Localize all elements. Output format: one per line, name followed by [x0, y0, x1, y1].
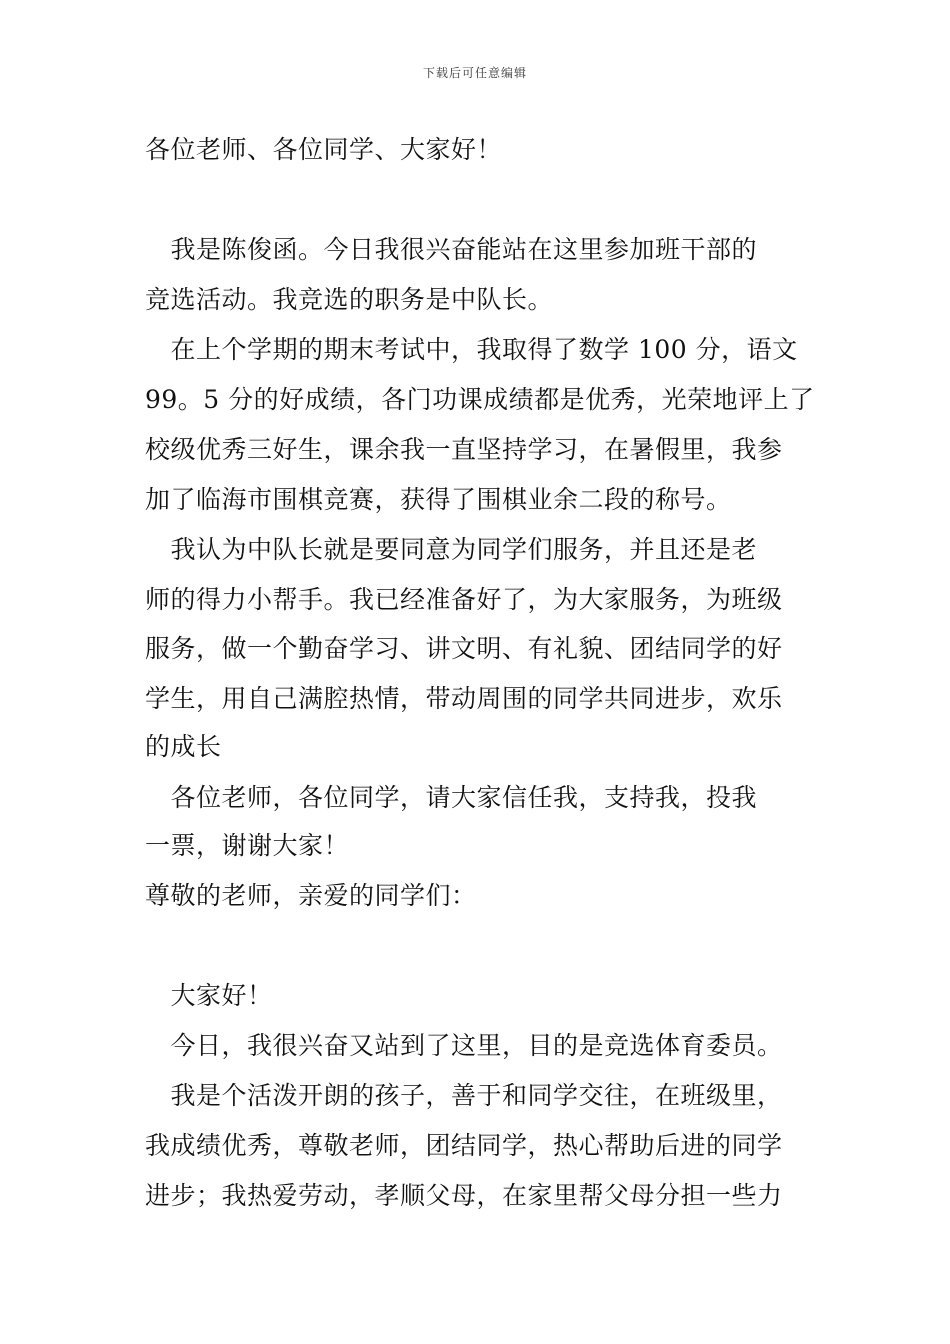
text-line: 竞选活动。我竞选的职务是中队长。	[145, 285, 554, 314]
text-line: 99。5 分的好成绩，各门功课成绩都是优秀，光荣地评上了	[145, 385, 815, 414]
text-line: 校级优秀三好生，课余我一直坚持学习，在暑假里，我参	[145, 435, 783, 464]
text-line: 服务，做一个勤奋学习、讲文明、有礼貌、团结同学的好	[145, 634, 783, 663]
text-line: 各位老师，各位同学，请大家信任我，支持我，投我	[145, 783, 758, 812]
text-line: 学生，用自己满腔热情，带动周围的同学共同进步，欢乐	[145, 684, 783, 713]
text-line: 我认为中队长就是要同意为同学们服务，并且还是老	[145, 535, 758, 564]
text-line: 尊敬的老师，亲爱的同学们：	[145, 881, 477, 910]
text-line: 今日，我很兴奋又站到了这里，目的是竞选体育委员。	[145, 1031, 783, 1060]
text-line: 一票，谢谢大家！	[145, 831, 350, 860]
text-line: 加了临海市围棋竞赛，获得了围棋业余二段的称号。	[145, 485, 732, 514]
text-line: 进步；我热爱劳动，孝顺父母，在家里帮父母分担一些力	[145, 1181, 783, 1210]
text-line: 我是陈俊函。今日我很兴奋能站在这里参加班干部的	[145, 235, 758, 264]
header-note: 下载后可任意编辑	[422, 66, 527, 80]
text-line: 大家好！	[145, 981, 273, 1010]
text-line: 我是个活泼开朗的孩子，善于和同学交往，在班级里，	[145, 1081, 783, 1110]
text-line: 的成长	[145, 732, 222, 761]
text-line: 在上个学期的期末考试中，我取得了数学 100 分，语文	[145, 335, 798, 364]
text-line: 师的得力小帮手。我已经准备好了，为大家服务，为班级	[145, 585, 783, 614]
text-line: 各位老师、各位同学、大家好！	[145, 135, 503, 164]
text-line: 我成绩优秀，尊敬老师，团结同学，热心帮助后进的同学	[145, 1131, 783, 1160]
